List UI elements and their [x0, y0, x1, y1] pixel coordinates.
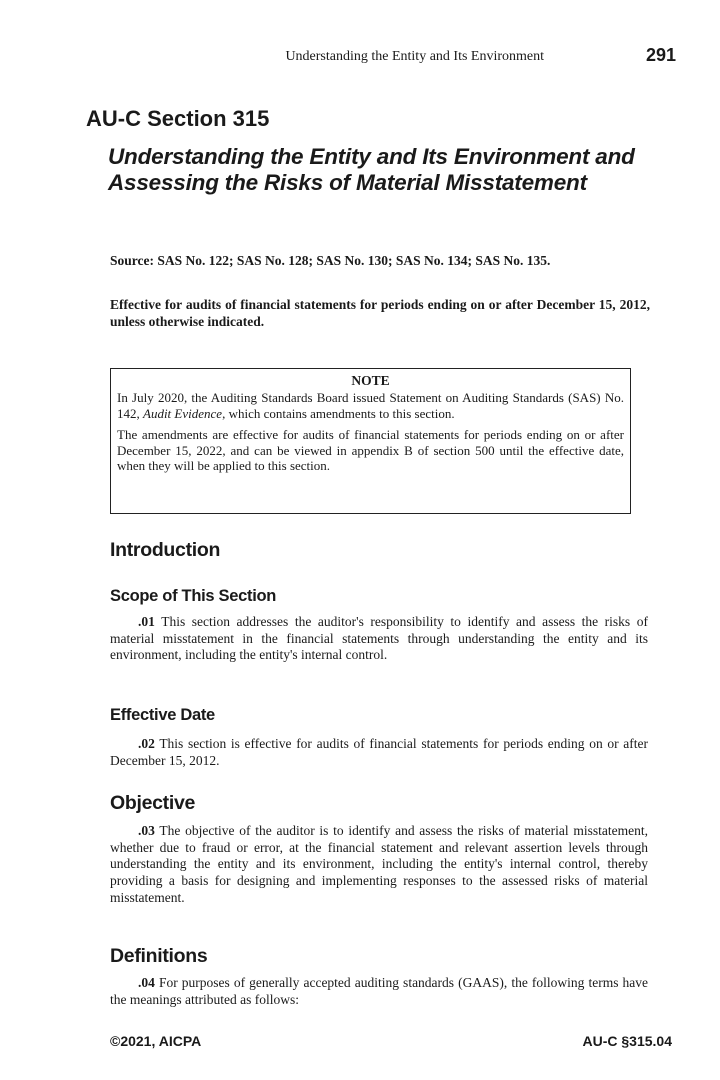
scope-heading: Scope of This Section [110, 587, 277, 605]
note-paragraph-2: The amendments are effective for audits of financial statements for periods ending on or after December 15, 2022, and can be viewed in appendix B of section 500 until the effective date, when they will be applied to this section. [117, 427, 624, 473]
paragraph-number: .01 [138, 614, 155, 629]
effective-line: Effective for audits of financial statements for periods ending on or after December 15, 2012, unless otherwise indicated. [110, 297, 650, 329]
section-title: Understanding the Entity and Its Environment and Assessing the Risks of Material Misstatement [108, 144, 635, 195]
paragraph-number: .03 [138, 823, 155, 838]
paragraph-02 [110, 736, 648, 769]
paragraph-number: .02 [138, 736, 155, 751]
page-number: 291 [645, 45, 676, 65]
paragraph-text: The objective of the auditor is to identify and assess the risks of material misstatement, whether due to fraud or error, at the financial statement and relevant assertion levels through understanding the entity and its environment, including the entity's internal control, thereby providing a basis for designing and implementing responses to the assessed risks of material misstatement. [110, 823, 648, 905]
effective-date-heading: Effective Date [110, 706, 215, 724]
source-line: Source: SAS No. 122; SAS No. 128; SAS No. 130; SAS No. 134; SAS No. 135. [110, 253, 551, 268]
note-p1-start: In July 2020, the Auditing Standards Board issued Statement on Auditing Standards (SAS) No. 142, [117, 390, 624, 421]
note-paragraph-1 [117, 390, 624, 421]
section-reference-footer: AU-C §315.04 [582, 1033, 672, 1049]
paragraph-text: This section addresses the auditor's responsibility to identify and assess the risks of material misstatement in the financial statements through understanding the entity and its environment, including the entity's internal control. [110, 614, 648, 663]
objective-heading: Objective [110, 792, 196, 814]
paragraph-number: .04 [138, 975, 155, 990]
paragraph-03 [110, 823, 648, 907]
paragraph-text: For purposes of generally accepted auditing standards (GAAS), the following terms have the meanings attributed as follows: [110, 975, 649, 1007]
paragraph-04 [110, 975, 648, 1008]
section-number: AU-C Section 315 [86, 106, 270, 131]
note-p1-title: Audit Evidence [143, 405, 223, 421]
note-p1-end: , which contains amendments to this section. [222, 405, 455, 421]
paragraph-text: This section is effective for audits of financial statements for periods ending on or after December 15, 2012. [110, 736, 648, 768]
note-heading: NOTE [351, 373, 390, 388]
note-box [110, 368, 631, 514]
copyright-footer: ©2021, AICPA [110, 1033, 202, 1049]
introduction-heading: Introduction [110, 539, 221, 561]
definitions-heading: Definitions [110, 945, 208, 967]
paragraph-01 [110, 614, 648, 664]
running-head: Understanding the Entity and Its Environment [285, 49, 544, 64]
